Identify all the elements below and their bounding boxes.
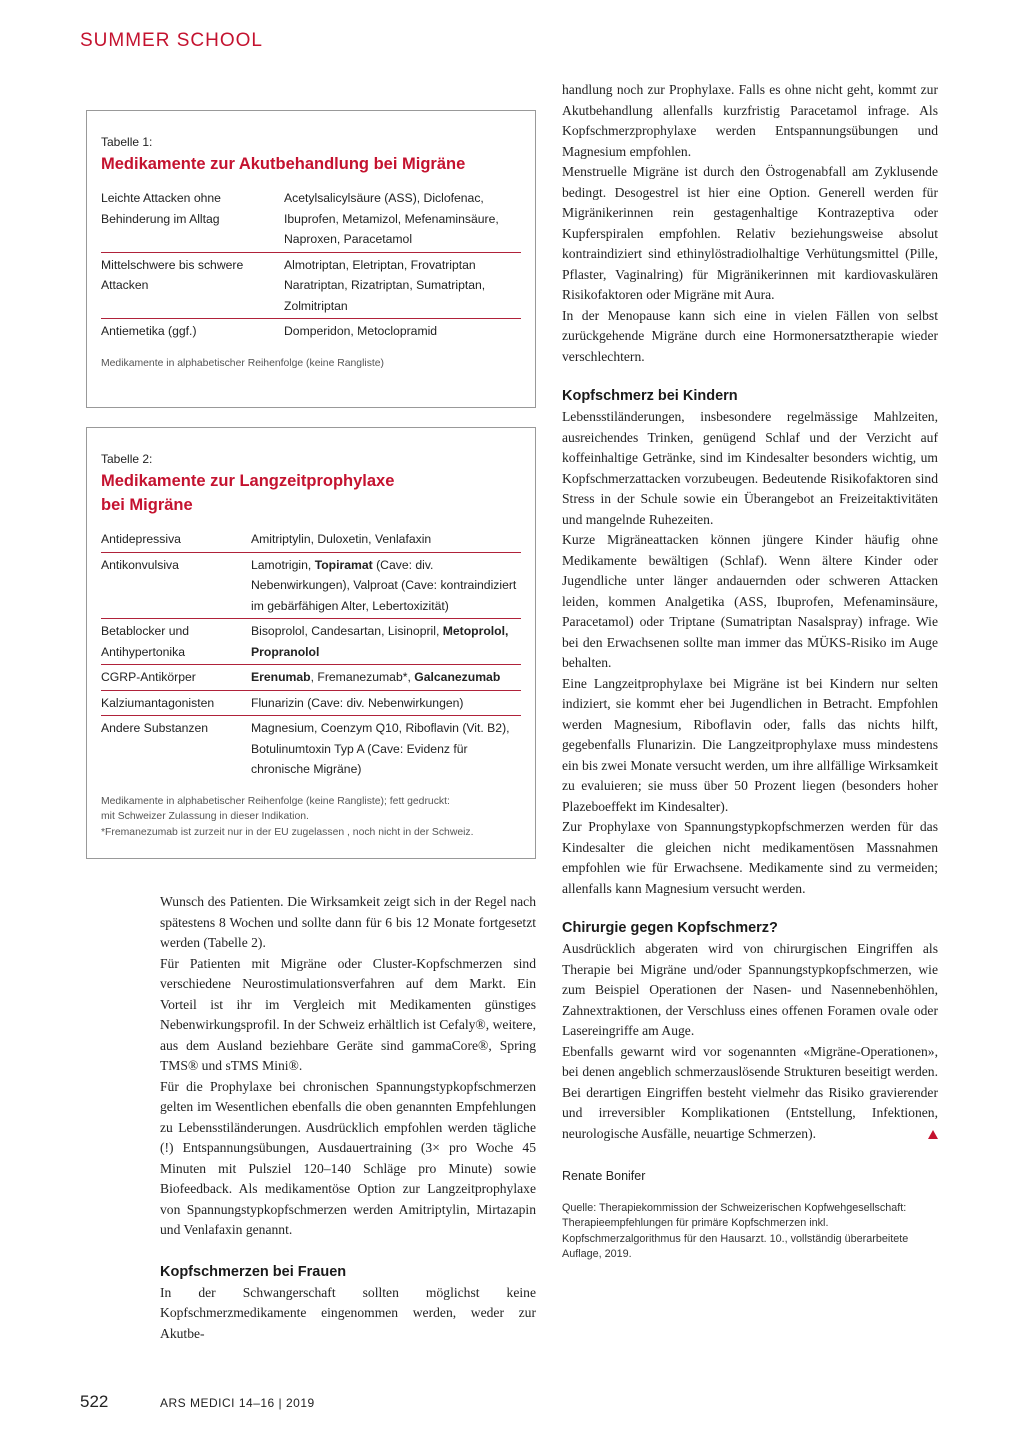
table-1-footnote: Medikamente in alphabetischer Reihenfolge (keine Rangliste) bbox=[101, 357, 385, 369]
table-1-title: Medikamente zur Akutbehandlung bei Migräne bbox=[101, 155, 466, 173]
table-cell-category: Leichte Attacken ohne Behinderung im Alltag bbox=[101, 191, 221, 226]
footnote-line: *Fremanezumab ist zurzeit nur in der EU zugelassen , noch nicht in der Schweiz. bbox=[101, 826, 474, 838]
paragraph: Für die Prophylaxe bei chronischen Spannungstypkopfschmerzen gelten im Wesentlichen ebenfalls die oben genannten Empfehlungen zu Lebensstiländerungen. Ausdrücklich empfohlen werden tägliche (!) Entspannungsübungen, Ausdauertraining (3× pro Woche 45 Minuten mit Pulsziel 120–140 Schläge pro Minute) sowie Biofeedback. Als medikamentöse Option zur Langzeitprophylaxe von Spannungstypkopfschmerzen werden Amitriptylin, Mirtazapin und Venlafaxin genannt. bbox=[160, 1078, 536, 1237]
drug-text: Lamotrigin, bbox=[251, 557, 315, 572]
table-cell-drugs bbox=[251, 667, 521, 688]
paragraph: Kurze Migräneattacken können jüngere Kinder häufig ohne Medikamente bewältigen (Schlaf). Wenn ältere Kinder oder Jugendliche unter länger andauernden oder schweren Attacken leiden, kommen Analgetika (ASS, Ibuprofen, Mefenaminsäure, Paracetamol) oder Triptane (Sumatriptan Nasalspray) infrage. Wie bei den Erwachsenen sollte man immer das MÜKS-Risiko im Auge behalten. bbox=[562, 532, 938, 670]
drug-approved: Topiramat bbox=[314, 557, 373, 572]
paragraph: Menstruelle Migräne ist durch den Östrogenabfall am Zyklusende bedingt. Desogestrel ist hier eine Option. Generell werden für Migränikerinnen rein gestagenhaltige Kontrazeptiva oder Kupferspiralen empfohlen. Relativ beziehungsweise absolut kontraindiziert sind ethinylöstradiolhaltige Verhütungsmittel (Pille, Pflaster, Vaginalring) für Migränikerinnen mit kardiovaskulären Risikofaktoren oder Migräne mit Aura. bbox=[562, 164, 938, 302]
table-cell-category: Antidepressiva bbox=[101, 532, 181, 546]
source-note: Quelle: Therapiekommission der Schweizerischen Kopfwehgesellschaft: Therapieempfehlungen für primäre Kopfschmerzen inkl. Kopfschmerzalgorithmus für den Hausarzt. 10., vollständig überarbeitete Auflage, 2019. bbox=[562, 1201, 909, 1260]
table-cell-drugs: Acetylsalicylsäure (ASS), Diclofenac, Ibuprofen, Metamizol, Mefenaminsäure, Naproxen, Paracetamol bbox=[284, 191, 499, 246]
page-number: 522 bbox=[80, 1392, 109, 1411]
table-cell-category: CGRP-Antikörper bbox=[101, 670, 196, 684]
paragraph-text: Ebenfalls gewarnt wird vor sogenannten «Migräne-Operationen», bei denen angeblich schmerzauslösende Strukturen beseitigt werden. Bei derartigen Eingriffen besteht vielmehr das Risiko gravierender und irreversibler Komplikationen (Entstellung, Infektionen, neurologische Ausfälle, neuartige Schmerzen). bbox=[562, 1043, 938, 1141]
table-row bbox=[101, 186, 521, 252]
paragraph: Wunsch des Patienten. Die Wirksamkeit zeigt sich in der Regel nach spätestens 8 Wochen und sollte dann für 6 bis 12 Monate fortgesetzt werden (Tabelle 2). bbox=[160, 894, 536, 950]
table-2-box bbox=[86, 427, 536, 859]
table-row bbox=[101, 664, 521, 690]
table-2-label: Tabelle 2: bbox=[101, 452, 153, 466]
table-row bbox=[101, 690, 521, 716]
table-cell-drugs: Amitriptylin, Duloxetin, Venlafaxin bbox=[251, 532, 432, 546]
right-text-column bbox=[562, 80, 938, 1263]
table-row bbox=[101, 527, 521, 552]
table-cell-drugs: Flunarizin (Cave: div. Nebenwirkungen) bbox=[251, 695, 464, 710]
table-1-label: Tabelle 1: bbox=[101, 135, 153, 149]
section-heading: Kopfschmerzen bei Frauen bbox=[160, 1263, 347, 1280]
table-row bbox=[101, 552, 521, 619]
drug-text: Bisoprolol, Candesartan, Lisinopril, bbox=[251, 624, 443, 638]
section-header: SUMMER SCHOOL bbox=[80, 30, 263, 51]
drug-text: , Fremanezumab*, bbox=[310, 670, 415, 684]
table-row bbox=[101, 715, 521, 782]
paragraph: In der Menopause kann sich eine in vielen Fällen von selbst zurückgehende Migräne durch eine Hormonersatztherapie wieder verschlechtern. bbox=[562, 307, 938, 364]
paragraph: In der Schwangerschaft sollten möglichst keine Kopfschmerzmedikamente eingenommen werden, weder zur Akutbe- bbox=[160, 1284, 536, 1341]
paragraph: Lebensstiländerungen, insbesondere regelmässige Mahlzeiten, ausreichendes Trinken, genügend Schlaf und der Verzicht auf koffeinhaltige Getränke, sind im Kindesalter besonders wichtig, um Kopfschmerzattacken vorzubeugen. Bedeutende Risikofaktoren sind Stress in der Schule sowie ein Überangebot an Freizeitaktivitäten und mangelnde Ruhezeiten. bbox=[562, 409, 938, 527]
drug-approved: Metoprolol, Propranolol bbox=[251, 624, 509, 659]
paragraph: handlung noch zur Prophylaxe. Falls es ohne nicht geht, kommt zur Akutbehandlung allenfalls kurzfristig Paracetamol infrage. Als Kopfschmerzprophylaxe werden Entspannungsübungen und Magnesium empfohlen. bbox=[562, 82, 938, 159]
table-cell-category: Antikonvulsiva bbox=[101, 557, 179, 572]
table-row bbox=[101, 618, 521, 664]
table-1-box bbox=[86, 110, 536, 408]
section-heading: Kopfschmerz bei Kindern bbox=[562, 388, 738, 404]
table-cell-drugs bbox=[251, 555, 521, 617]
paragraph: Ausdrücklich abgeraten wird von chirurgischen Eingriffen als Therapie bei Migräne und/oder Spannungstypkopfschmerzen, wie zum Beispiel Operationen der Nasen- und Nasennebenhöhlen, Zahnextraktionen, der Verschluss eines offenen Foramen ovale oder Lasereingriffe am Auge. bbox=[562, 941, 938, 1038]
table-cell-category: Kalziumantagonisten bbox=[101, 695, 215, 710]
drug-text: (Cave: div. Nebenwirkungen), Valproat (Cave: kontraindiziert im gebärfähigen Alter, Lebertoxizität) bbox=[251, 557, 517, 613]
footnote-line: Medikamente in alphabetischer Reihenfolge (keine Rangliste); fett gedruckt: bbox=[101, 795, 450, 807]
paragraph: Zur Prophylaxe von Spannungstypkopfschmerzen werden für das Kindesalter die gleichen nicht medikamentösen Massnahmen empfohlen wie für Erwachsene. Medikamente sind zu vermeiden; allenfalls kann Magnesium versucht werden. bbox=[562, 819, 938, 896]
table-cell-category: Betablocker und Antihypertonika bbox=[101, 624, 190, 659]
table-cell-drugs: Magnesium, Coenzym Q10, Riboflavin (Vit. B2), Botulinumtoxin Typ A (Cave: Evidenz für chronische Migräne) bbox=[251, 721, 510, 776]
table-2-footnote bbox=[101, 794, 521, 841]
table-cell-drugs bbox=[251, 621, 521, 662]
footnote-line: mit Schweizer Zulassung in dieser Indikation. bbox=[101, 811, 309, 822]
table-cell-category: Andere Substanzen bbox=[101, 721, 209, 735]
paragraph: Eine Langzeitprophylaxe bei Migräne ist bei Kindern nur selten indiziert, sie kommt eher bei Jugendlichen in Betracht. Empfohlen werden Magnesium, Riboflavin oder, falls das nichts hilft, gegebenfalls Flunarizin. Die Langzeitprophylaxe muss mindestens ein bis zwei Monate versucht werden, um ihre allfällige Wirksamkeit zu evaluieren; sie muss über 50 Prozent liegen (besonders hoher Plazeboeffekt im Kindesalter). bbox=[562, 675, 938, 814]
table-2-title-line-1: Medikamente zur Langzeitprophylaxe bbox=[101, 472, 395, 490]
table-row bbox=[101, 252, 521, 319]
journal-issue: ARS MEDICI 14–16 | 2019 bbox=[160, 1396, 315, 1410]
table-2-title bbox=[101, 469, 521, 517]
table-cell-drugs: Domperidon, Metoclopramid bbox=[284, 324, 438, 338]
end-triangle-icon bbox=[928, 1130, 938, 1139]
drug-approved: Erenumab bbox=[251, 670, 311, 684]
section-heading: Chirurgie gegen Kopfschmerz? bbox=[562, 920, 778, 936]
author: Renate Bonifer bbox=[562, 1169, 646, 1183]
left-text-column bbox=[160, 892, 536, 1344]
table-cell-category: Antiemetika (ggf.) bbox=[101, 324, 197, 338]
table-cell-drugs: Almotriptan, Eletriptan, Frovatriptan Naratriptan, Rizatriptan, Sumatriptan, Zolmitriptan bbox=[284, 257, 486, 313]
table-cell-category: Mittelschwere bis schwere Attacken bbox=[101, 257, 244, 292]
drug-approved: Galcanezumab bbox=[414, 670, 501, 684]
table-row bbox=[101, 318, 521, 344]
table-2-title-line-2: bei Migräne bbox=[101, 496, 193, 514]
paragraph bbox=[562, 1042, 938, 1145]
paragraph: Für Patienten mit Migräne oder Cluster-Kopfschmerzen sind verschiedene Neurostimulationsverfahren auf dem Markt. Ein Vorteil ist ihr im Vergleich mit Medikamenten günstiges Nebenwirkungsprofil. In der Schweiz erhältlich ist Cefaly®, weitere, aus dem Ausland beziehbare Geräte sind gammaCore®, Spring TMS® und sTMS Mini®. bbox=[160, 955, 536, 1073]
